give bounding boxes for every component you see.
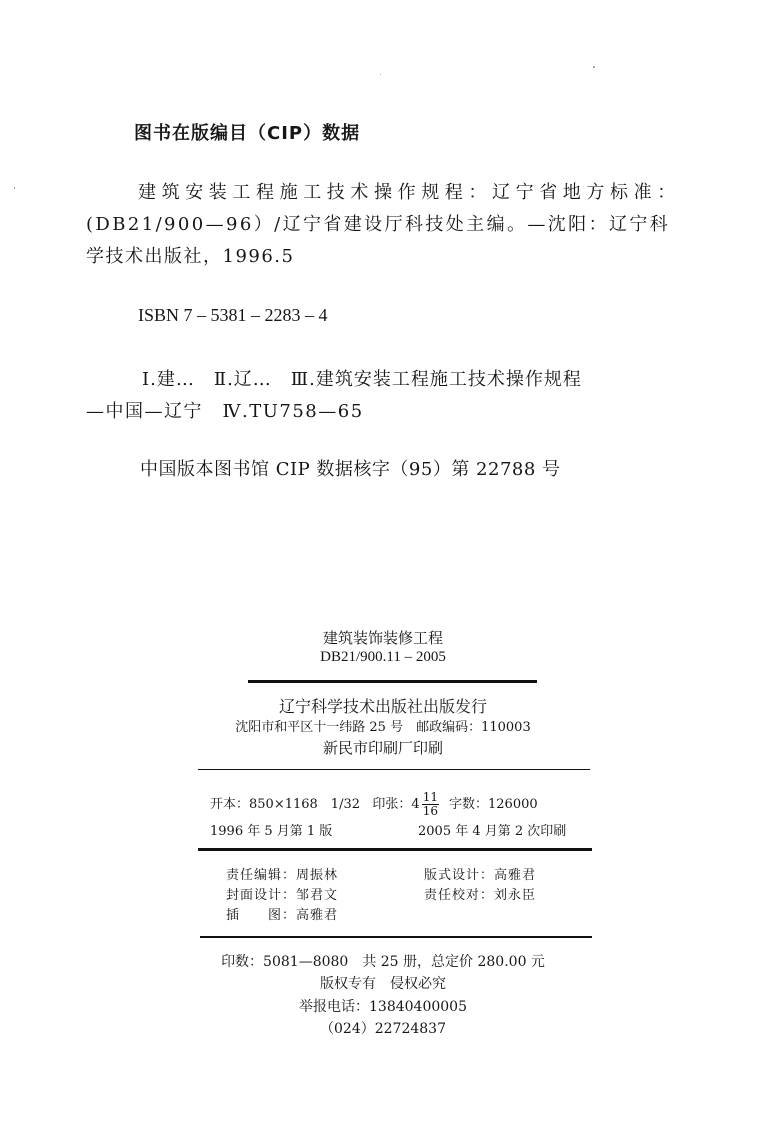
format-specs bbox=[210, 791, 538, 818]
credit-proofreader: 责任校对：刘永臣 bbox=[424, 888, 537, 903]
divider bbox=[200, 936, 592, 938]
report-phone-2: （024）22724837 bbox=[320, 1021, 446, 1037]
kaiben-value: 850×1168 1/32 bbox=[249, 797, 360, 812]
scan-speck bbox=[380, 74, 381, 75]
yinzhang-whole: 4 bbox=[411, 797, 420, 812]
print-run: 印数：5081—8080 共 25 册，总定价 280.00 元 bbox=[221, 954, 545, 970]
divider-thick bbox=[248, 680, 537, 683]
credit-cover: 封面设计：邹君文 bbox=[226, 888, 339, 903]
divider-thick bbox=[198, 848, 592, 851]
first-edition: 1996 年 5 月第 1 版 bbox=[210, 824, 333, 839]
book-title: 建筑装饰装修工程 bbox=[322, 629, 443, 647]
yinzhang-label: 印张： bbox=[372, 797, 412, 812]
zishu-label: 字数： bbox=[448, 797, 488, 812]
cip-heading: 图书在版编目（CIP）数据 bbox=[134, 123, 361, 144]
classification-line-2: —中国—辽宁 Ⅳ.TU758—65 bbox=[86, 401, 364, 422]
standard-code: DB21/900.11 – 2005 bbox=[320, 649, 446, 665]
kaiben-label: 开本： bbox=[210, 797, 250, 812]
divider-thin bbox=[198, 769, 590, 770]
second-printing: 2005 年 4 月第 2 次印刷 bbox=[418, 824, 567, 839]
cip-description-line-2: (DB21/900—96）/辽宁省建设厅科技处主编。—沈阳：辽宁科 bbox=[86, 214, 671, 235]
printer: 新民市印刷厂印刷 bbox=[322, 739, 443, 757]
fraction-numerator: 11 bbox=[422, 790, 438, 804]
zishu-value: 126000 bbox=[488, 797, 538, 812]
scan-speck bbox=[14, 187, 15, 189]
fraction-denominator: 16 bbox=[422, 804, 438, 818]
cip-number: 中国版本图书馆 CIP 数据核字（95）第 22788 号 bbox=[140, 459, 561, 480]
publisher-address: 沈阳市和平区十一纬路 25 号 邮政编码：110003 bbox=[235, 720, 531, 735]
credit-layout: 版式设计：高雅君 bbox=[424, 868, 537, 883]
cip-description-line-3: 学技术出版社，1996.5 bbox=[86, 246, 295, 267]
classification-line-1: Ⅰ.建… Ⅱ.辽… Ⅲ.建筑安装工程施工技术操作规程 bbox=[142, 369, 582, 390]
scan-speck bbox=[593, 66, 595, 68]
publisher: 辽宁科学技术出版社出版发行 bbox=[278, 697, 487, 716]
credit-editor: 责任编辑：周振林 bbox=[226, 868, 339, 883]
isbn: ISBN 7 – 5381 – 2283 – 4 bbox=[138, 305, 328, 325]
credit-illustration: 插 图：高雅君 bbox=[226, 908, 339, 923]
report-phone: 举报电话：13840400005 bbox=[299, 999, 467, 1015]
cip-description-line-1: 建筑安装工程施工技术操作规程：辽宁省地方标准： bbox=[138, 182, 681, 203]
yinzhang-fraction bbox=[422, 791, 439, 818]
copyright-notice: 版权专有 侵权必究 bbox=[320, 976, 446, 992]
